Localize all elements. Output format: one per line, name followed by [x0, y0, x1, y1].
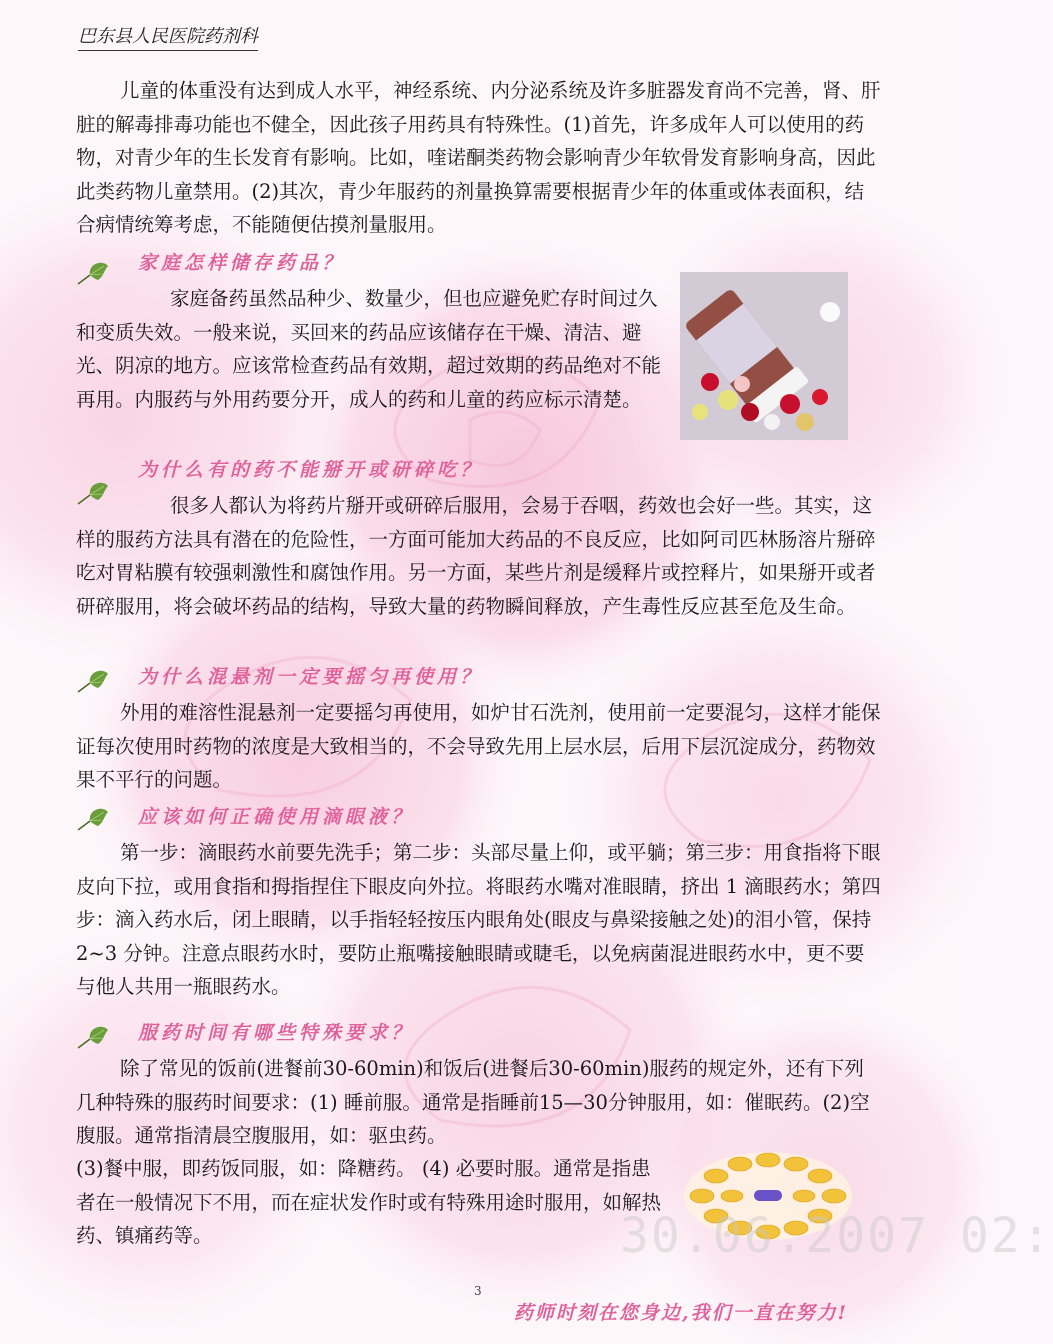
timing-paragraph: 除了常见的饭前(进餐前30-60min)和饭后(进餐后30-60min)服药的规定外，还有下列几种特殊的服药时间要求：(1) 睡前服。通常是指睡前15—30分钟服用，如：催眠药。(2)空腹服。通常指清晨空腹服用，如：驱虫药。 — [76, 1057, 870, 1147]
section-heading-storage: 家庭怎样储存药品？ — [138, 252, 346, 274]
medicine-bottle-photo — [680, 272, 848, 440]
ginkgo-leaf-icon — [74, 668, 112, 696]
ginkgo-leaf-icon — [74, 1024, 112, 1052]
page-number: 3 — [474, 1284, 482, 1298]
department-header: 巴东县人民医院药剂科 — [78, 22, 258, 51]
section-heading-timing: 服药时间有哪些特殊要求？ — [138, 1022, 415, 1044]
intro-paragraph: 儿童的体重没有达到成人水平，神经系统、内分泌系统及许多脏器发育尚不完善，肾、肝脏的解毒排毒功能也不健全，因此孩子用药具有特殊性。(1)首先，许多成年人可以使用的药物，对青少年的生长发育有影响。比如，喹诺酮类药物会影响青少年软骨发育影响身高，因此此类药物儿童禁用。(2)其次，青少年服药的剂量换算需要根据青少年的体重或体表面积，结合病情统筹考虑，不能随便估摸剂量服用。 — [76, 79, 881, 236]
storage-paragraph: 家庭备药虽然品种少、数量少，但也应避免贮存时间过久和变质失效。一般来说，买回来的药品应该储存在干燥、清洁、避光、阴凉的地方。应该常检查药品有效期，超过效期的药品绝对不能再用。内服药与外用药要分开，成人的药和儿童的药应标示清楚。 — [76, 287, 662, 411]
ginkgo-leaf-icon — [74, 806, 112, 834]
footer-slogan: 药师时刻在您身边,我们一直在努力! — [514, 1302, 848, 1324]
photo-timestamp: 30.06.2007 02: — [620, 1208, 1053, 1264]
timing-paragraph-continued: (3)餐中服，即药饭同服，如：降糖药。 (4) 必要时服。通常是指患者在一般情况下不用，而在症状发作时或有特殊用途时服用，如解热药、镇痛药等。 — [76, 1157, 662, 1247]
section-heading-eye-drops: 应该如何正确使用滴眼液？ — [138, 806, 415, 828]
section-heading-suspension: 为什么混悬剂一定要摇匀再使用？ — [138, 666, 484, 688]
eye-drops-paragraph: 第一步：滴眼药水前要先洗手；第二步：头部尽量上仰，或平躺；第三步：用食指将下眼皮向下拉，或用食指和拇指捏住下眼皮向外拉。将眼药水嘴对准眼睛，挤出 1 滴眼药水；第四步：滴入药水后，闭上眼睛，以手指轻轻按压内眼角处(眼皮与鼻梁接触之处)的泪小管，保持 2~3 分钟。注意点眼药水时，要防止瓶嘴接触眼睛或睫毛，以免病菌混进眼药水中，更不要与他人共用一瓶眼药水。 — [76, 841, 881, 998]
suspension-paragraph: 外用的难溶性混悬剂一定要摇匀再使用，如炉甘石洗剂，使用前一定要混匀，这样才能保证每次使用时药物的浓度是大致相当的，不会导致先用上层水层，后用下层沉淀成分，药物效果不平行的问题。 — [76, 701, 881, 791]
crushing-paragraph: 很多人都认为将药片掰开或研碎后服用，会易于吞咽，药效也会好一些。其实，这样的服药方法具有潜在的危险性，一方面可能加大药品的不良反应，比如阿司匹林肠溶片掰碎吃对胃粘膜有较强刺激性和腐蚀作用。另一方面，某些片剂是缓释片或控释片，如果掰开或者研碎服用，将会破坏药品的结构，导致大量的药物瞬间释放，产生毒性反应甚至危及生命。 — [76, 494, 876, 618]
section-heading-crushing: 为什么有的药不能掰开或研碎吃？ — [138, 459, 484, 481]
